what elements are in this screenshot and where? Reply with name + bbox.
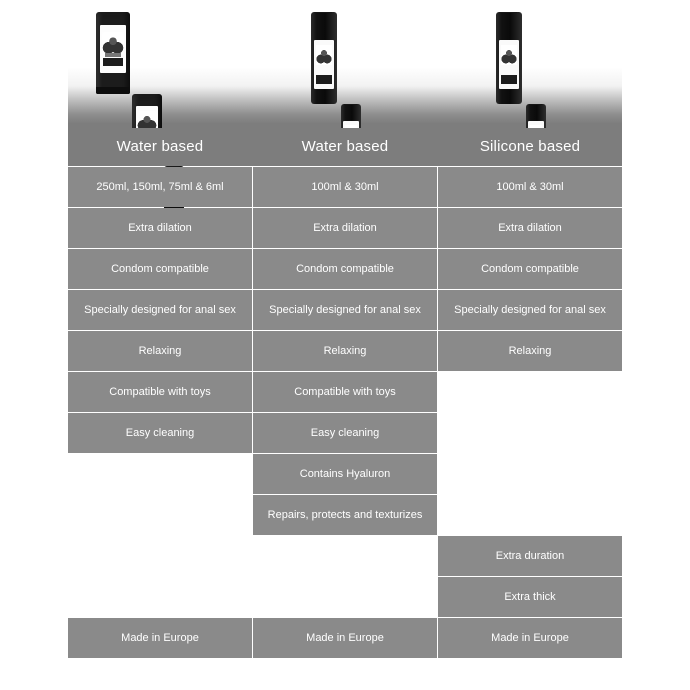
cell-r2-c1: Extra dilation (68, 208, 252, 248)
cell-r5-c2: Relaxing (253, 331, 437, 371)
table-row (68, 372, 622, 412)
cell-r11-c1 (68, 577, 252, 617)
bottle-100ml-silicone (496, 12, 522, 104)
cell-r10-c1 (68, 536, 252, 576)
table-row (68, 536, 622, 576)
table-row (68, 495, 622, 535)
table-row (68, 577, 622, 617)
cell-r3-c3: Condom compatible (438, 249, 622, 289)
table-row (68, 331, 622, 371)
cell-r7-c2: Easy cleaning (253, 413, 437, 453)
cell-r6-c1: Compatible with toys (68, 372, 252, 412)
cell-r11-c3: Extra thick (438, 577, 622, 617)
cell-r9-c3 (438, 495, 622, 535)
column-header-1: Water based (116, 138, 204, 155)
table-row (68, 249, 622, 289)
cell-r7-c3 (438, 413, 622, 453)
cell-r2-c2: Extra dilation (253, 208, 437, 248)
cell-r12-c1: Made in Europe (68, 618, 252, 658)
cell-r10-c2 (253, 536, 437, 576)
product-art-silicone-based-bottles (438, 12, 622, 130)
tube-250ml (96, 12, 130, 94)
cell-r10-c3: Extra duration (438, 536, 622, 576)
column-header-2: Water based (301, 138, 389, 155)
cell-r3-c2: Condom compatible (253, 249, 437, 289)
cell-r1-c2: 100ml & 30ml (253, 167, 437, 207)
product-art-water-based-tubes (68, 12, 252, 130)
table-row (68, 167, 622, 207)
cell-r11-c2 (253, 577, 437, 617)
cell-r4-c2: Specially designed for anal sex (253, 290, 437, 330)
cell-r3-c1: Condom compatible (68, 249, 252, 289)
table-row (68, 454, 622, 494)
cell-r9-c1 (68, 495, 252, 535)
cell-r1-c1: 250ml, 150ml, 75ml & 6ml (68, 167, 252, 207)
table-row (68, 290, 622, 330)
cell-r12-c2: Made in Europe (253, 618, 437, 658)
table-row (68, 208, 622, 248)
cell-r4-c3: Specially designed for anal sex (438, 290, 622, 330)
cell-r8-c1 (68, 454, 252, 494)
table-row (68, 413, 622, 453)
table-row (68, 618, 622, 658)
cell-r12-c3: Made in Europe (438, 618, 622, 658)
column-header-3: Silicone based (479, 138, 581, 155)
cell-r6-c3 (438, 372, 622, 412)
cell-r6-c2: Compatible with toys (253, 372, 437, 412)
cell-r7-c1: Easy cleaning (68, 413, 252, 453)
cell-r8-c2: Contains Hyaluron (253, 454, 437, 494)
cell-r5-c1: Relaxing (68, 331, 252, 371)
cell-r5-c3: Relaxing (438, 331, 622, 371)
product-art-water-based-bottles (253, 12, 437, 130)
cell-r9-c2: Repairs, protects and texturizes (253, 495, 437, 535)
table-header-row (68, 128, 622, 166)
cell-r1-c3: 100ml & 30ml (438, 167, 622, 207)
bottle-100ml (311, 12, 337, 104)
cell-r2-c3: Extra dilation (438, 208, 622, 248)
cell-r8-c3 (438, 454, 622, 494)
feature-grid (68, 167, 622, 659)
cell-r4-c1: Specially designed for anal sex (68, 290, 252, 330)
